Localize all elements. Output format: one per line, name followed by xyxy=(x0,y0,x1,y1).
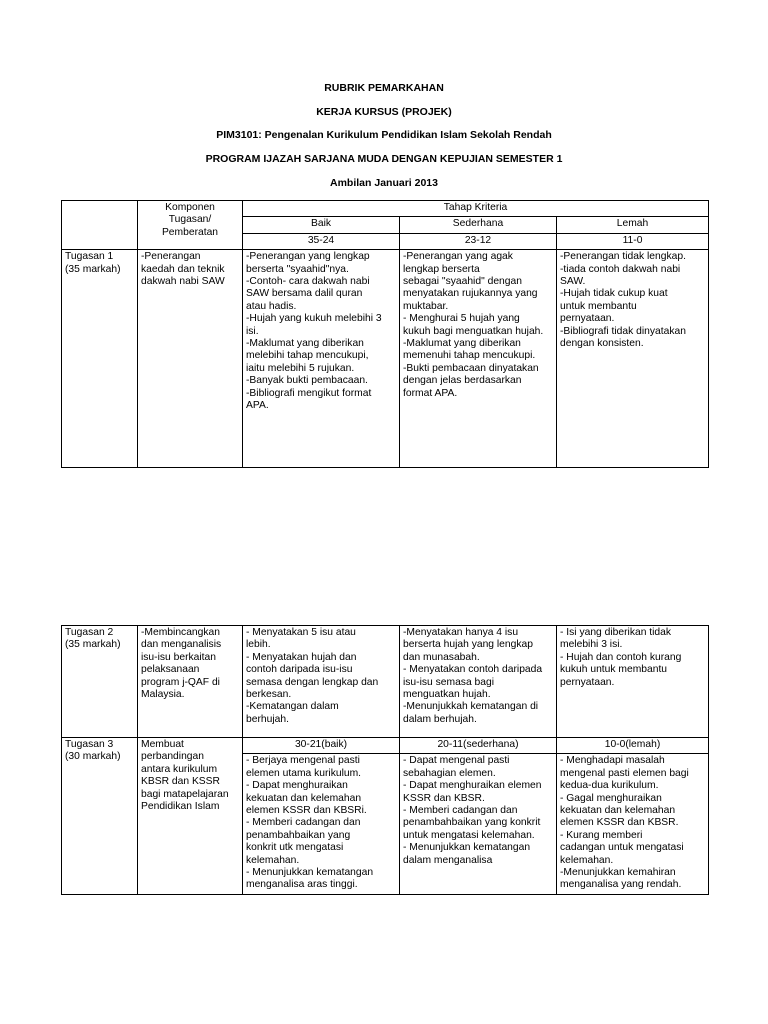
task-cell: Tugasan 3 (30 markah) xyxy=(62,738,138,895)
level-range-baik: 30-21(baik) xyxy=(243,738,400,754)
tahap-kriteria-header: Tahap Kriteria xyxy=(243,201,709,217)
doc-title: RUBRIK PEMARKAHAN xyxy=(324,82,444,94)
table-row xyxy=(62,626,709,738)
level-name-baik: Baik xyxy=(243,217,400,233)
criteria-baik-cell: - Menyatakan 5 isu atau lebih. - Menyatakan hujah dan contoh daripada isu-isu semasa dengan lengkap dan berkesan. -Kematangan dalam berhujah. xyxy=(243,626,400,738)
intake-date: Ambilan Januari 2013 xyxy=(330,177,438,189)
komponen-header: Komponen Tugasan/ Pemberatan xyxy=(138,201,243,250)
criteria-lemah-cell: - Menghadapi masalah mengenal pasti elemen bagi kedua-dua kurikulum. - Gagal menghuraikan kekuatan dan kelemahan elemen KSSR dan KBSR. - Kurang memberi cadangan untuk mengatasi kelemahan. -Menunjukkan kemahiran menganalisa yang rendah. xyxy=(557,754,709,894)
table-row xyxy=(62,250,709,468)
rubric-table-2 xyxy=(61,625,709,895)
empty-header-cell xyxy=(62,201,138,250)
component-cell: -Membincangkan dan menganalisis isu-isu berkaitan pelaksanaan program j-QAF di Malaysia. xyxy=(138,626,243,738)
level-range-lemah: 10-0(lemah) xyxy=(557,738,709,754)
component-cell: -Penerangan kaedah dan teknik dakwah nabi SAW xyxy=(138,250,243,468)
task-cell: Tugasan 2 (35 markah) xyxy=(62,626,138,738)
level-range-sederhana: 20-11(sederhana) xyxy=(400,738,557,754)
criteria-sederhana-cell: -Penerangan yang agak lengkap berserta sebagai "syaahid" dengan menyatakan rujukannya yang muktabar. - Menghurai 5 hujah yang kukuh bagi menguatkan hujah. -Maklumat yang diberikan memenuhi tahap mencukupi. -Bukti pembacaan dinyatakan dengan jelas berdasarkan format APA. xyxy=(400,250,557,468)
level-range-baik: 35-24 xyxy=(243,233,400,249)
level-range-lemah: 11-0 xyxy=(557,233,709,249)
criteria-sederhana-cell: -Menyatakan hanya 4 isu berserta hujah yang lengkap dan munasabah. - Menyatakan contoh daripada isu-isu semasa bagi menguatkan hujah. -Menunjukkah kematangan di dalam berhujah. xyxy=(400,626,557,738)
criteria-lemah-cell: - Isi yang diberikan tidak melebihi 3 isi. - Hujah dan contoh kurang kukuh untuk membantu pernyataan. xyxy=(557,626,709,738)
level-name-sederhana: Sederhana xyxy=(400,217,557,233)
rubric-table-1 xyxy=(61,200,709,468)
program-title: PROGRAM IJAZAH SARJANA MUDA DENGAN KEPUJIAN SEMESTER 1 xyxy=(205,153,563,165)
criteria-sederhana-cell: - Dapat mengenal pasti sebahagian elemen. - Dapat menghuraikan elemen KSSR dan KBSR. - Memberi cadangan dan penambahbaikan yang konkrit untuk mengatasi kelemahan. - Menunjukkan kematangan dalam menganalisa xyxy=(400,754,557,894)
level-range-sederhana: 23-12 xyxy=(400,233,557,249)
criteria-baik-cell: - Berjaya mengenal pasti elemen utama kurikulum. - Dapat menghuraikan kekuatan dan kelemahan elemen KSSR dan KBSRi. - Memberi cadangan dan penambahbaikan yang konkrit utk mengatasi kelemahan. - Menunjukkan kematangan menganalisa aras tinggi. xyxy=(243,754,400,894)
component-cell: Membuat perbandingan antara kurikulum KBSR dan KSSR bagi matapelajaran Pendidikan Islam xyxy=(138,738,243,895)
level-name-lemah: Lemah xyxy=(557,217,709,233)
doc-subtitle: KERJA KURSUS (PROJEK) xyxy=(316,106,452,118)
criteria-baik-cell: -Penerangan yang lengkap berserta "syaahid"nya. -Contoh- cara dakwah nabi SAW bersama dalil quran atau hadis. -Hujah yang kukuh melebihi 3 isi. -Maklumat yang diberikan melebihi tahap mencukupi, iaitu melebihi 5 rujukan. -Banyak bukti pembacaan. -Bibliografi mengikut format APA. xyxy=(243,250,400,468)
task-cell: Tugasan 1 (35 markah) xyxy=(62,250,138,468)
criteria-lemah-cell: -Penerangan tidak lengkap. -tiada contoh dakwah nabi SAW. -Hujah tidak cukup kuat untuk membantu pernyataan. -Bibliografi tidak dinyatakan dengan konsisten. xyxy=(557,250,709,468)
course-title: PIM3101: Pengenalan Kurikulum Pendidikan Islam Sekolah Rendah xyxy=(216,129,552,141)
